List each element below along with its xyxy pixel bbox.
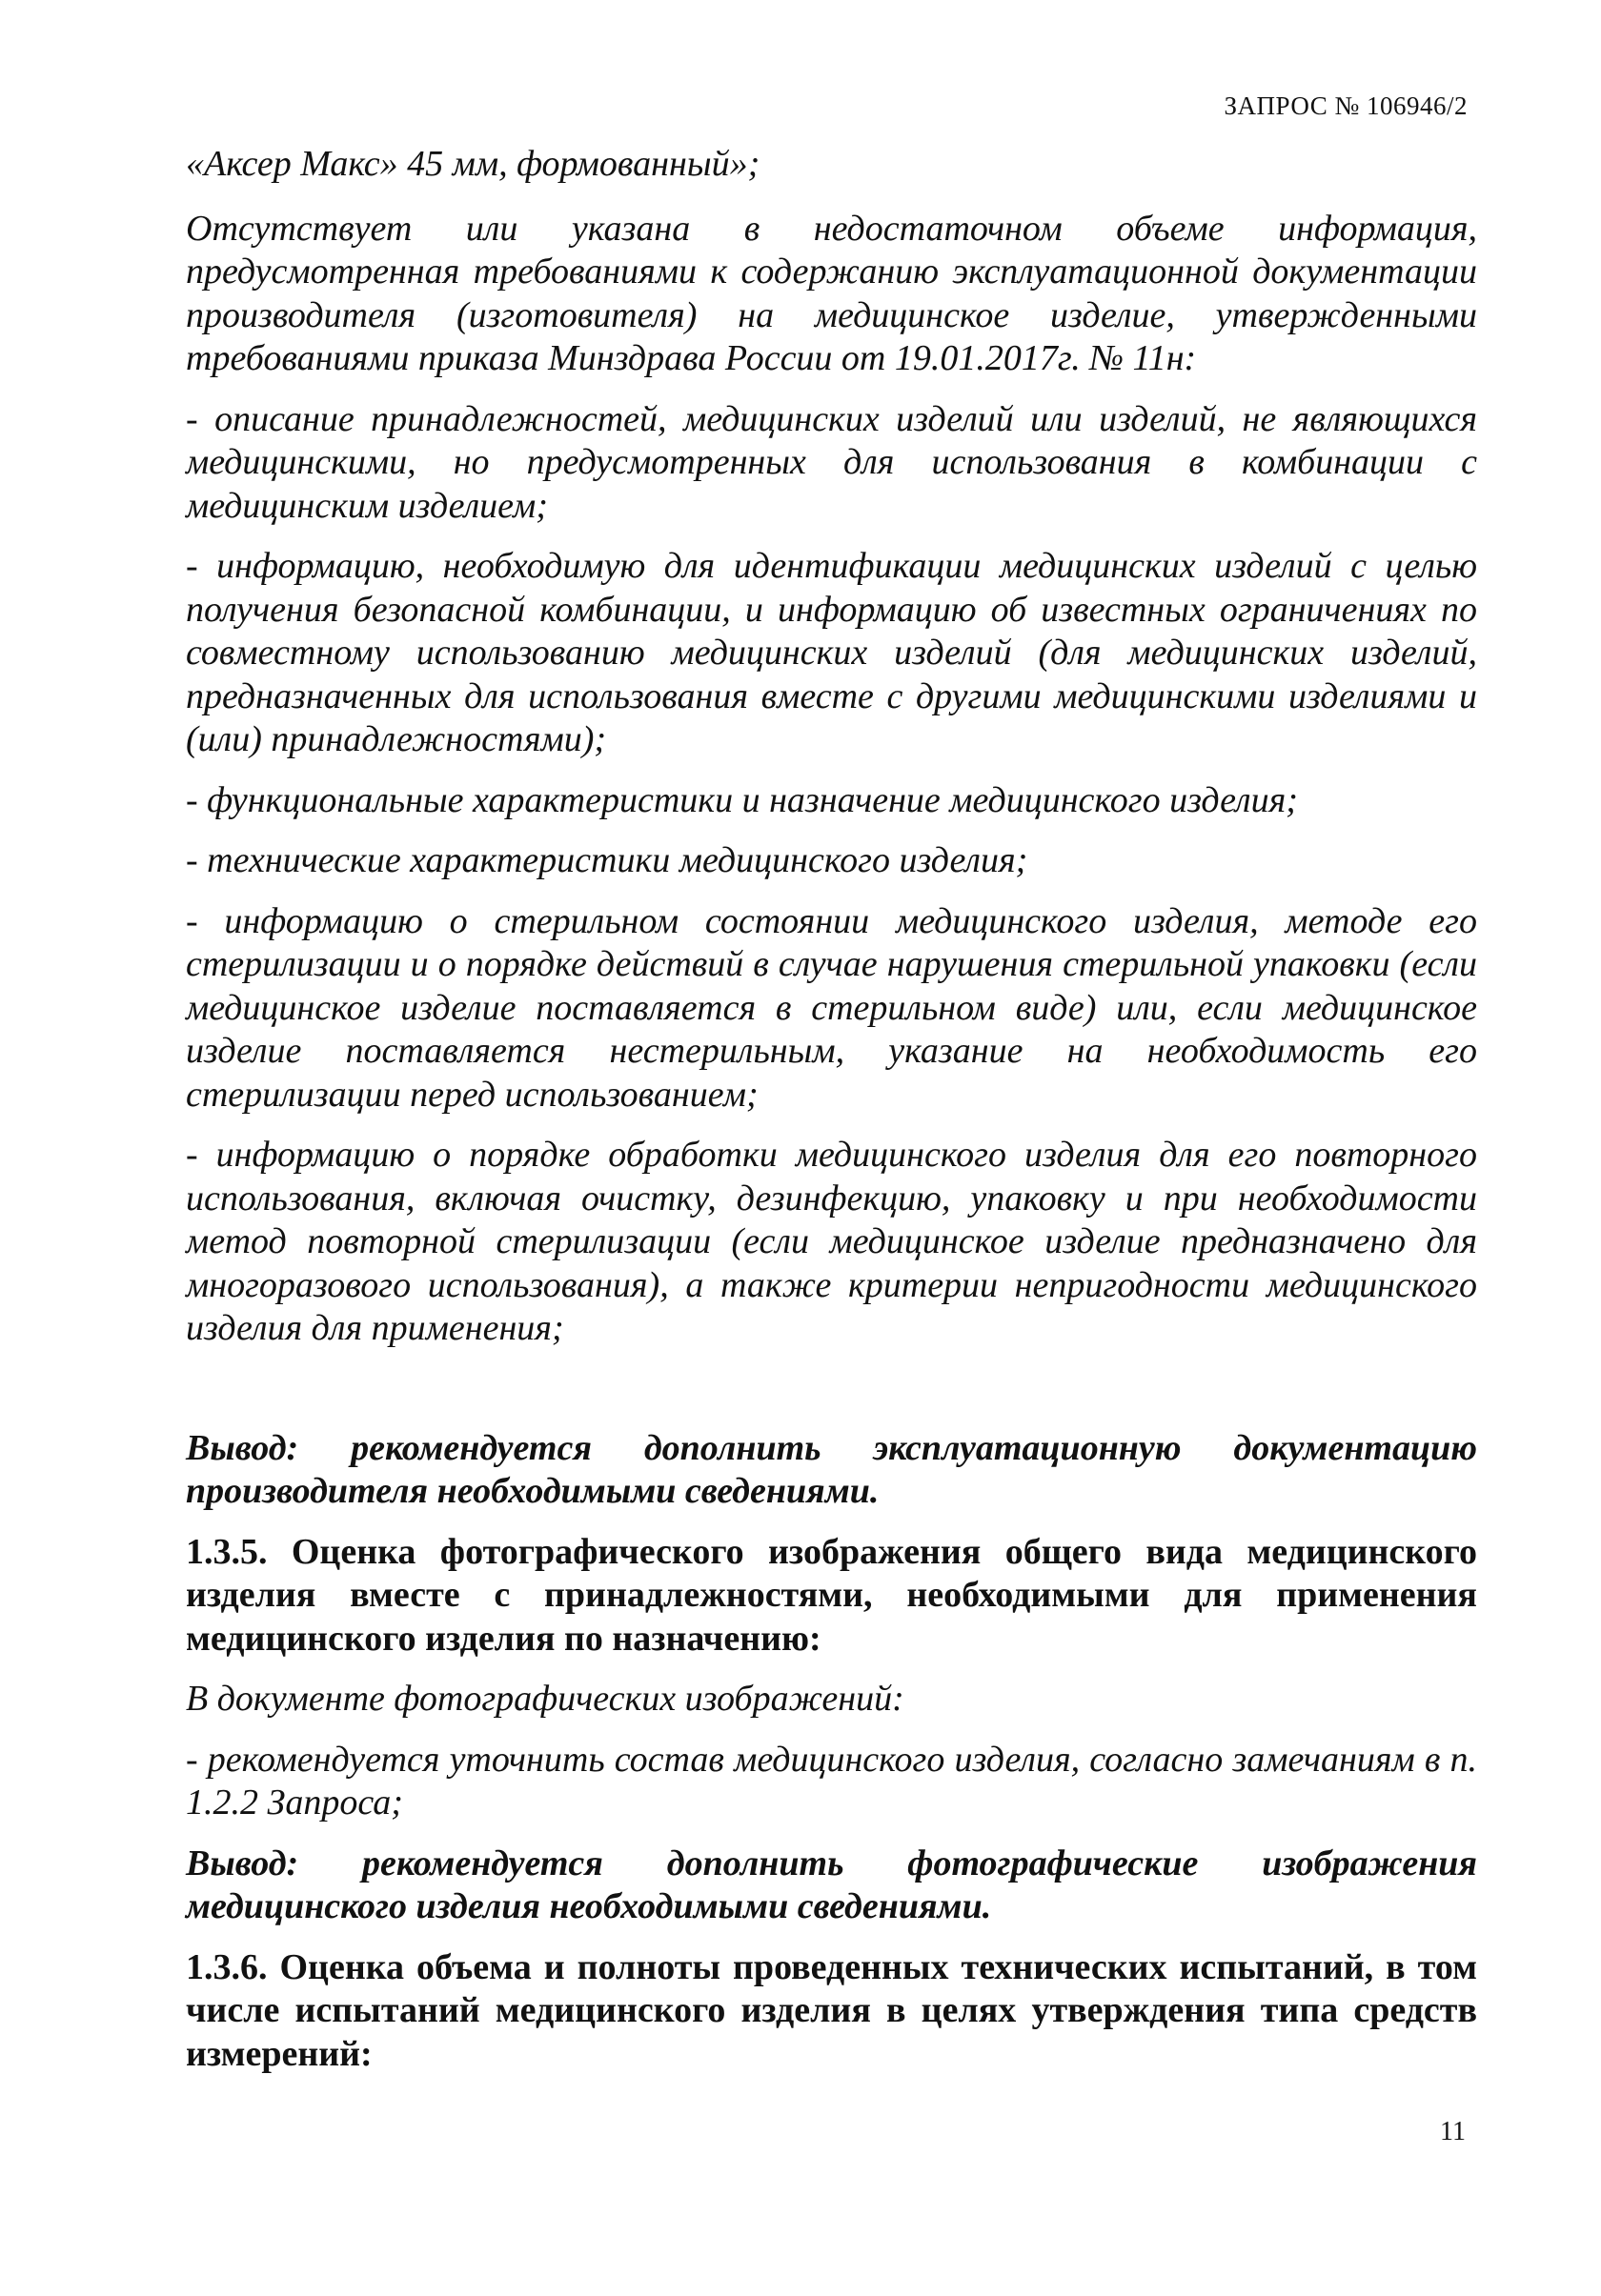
list-item: - информацию о стерильном состоянии медицинского изделия, методе его стерилизации и о порядке действий в случае нарушения стерильной упаковки (если медицинское изделие поставляется в стерильном виде) или, если медицинское изделие поставляется нестерильным, указание на необходимость его стерилизации перед использованием;: [186, 900, 1477, 1115]
section-spacer: [186, 1368, 1477, 1427]
section-1-3-5-heading: 1.3.5. Оценка фотографического изображения общего вида медицинского изделия вместе с принадлежностями, необходимыми для применения медицинского изделия по назначению:: [186, 1531, 1477, 1659]
list-item: - технические характеристики медицинского изделия;: [186, 840, 1028, 880]
section-1-3-5-lead: В документе фотографических изображений:: [186, 1679, 904, 1719]
list-item: - информацию, необходимую для идентификации медицинских изделий с целью получения безопасной комбинации, и информацию об известных ограничениях по совместному использованию медицинских изделий (для медицинских изделий, предназначенных для использования вместе с другими медицинскими изделиями и (или) принадлежностями);: [186, 546, 1477, 759]
section-1-3-5-item: - рекомендуется уточнить состав медицинского изделия, согласно замечаниям в п. 1.2.2 Запроса;: [186, 1739, 1477, 1823]
page-number: 11: [1440, 2117, 1466, 2146]
product-line: «Аксер Макс» 45 мм, формованный»;: [186, 144, 760, 184]
list-item: - информацию о порядке обработки медицинского изделия для его повторного использования, включая очистку, дезинфекцию, упаковку и при необходимости метод повторной стерилизации (если медицинское изделие предназначено для многоразового использования), а также критерии непригодности медицинского изделия для применения;: [186, 1135, 1477, 1348]
conclusion-documentation: Вывод: рекомендуется дополнить эксплуатационную документацию производителя необходимыми сведениями.: [186, 1427, 1477, 1511]
page-content: [186, 143, 1477, 2093]
list-item: - функциональные характеристики и назначение медицинского изделия;: [186, 779, 1298, 820]
list-item: - описание принадлежностей, медицинских изделий или изделий, не являющихся медицинскими, но предусмотренных для использования в комбинации с медицинским изделием;: [186, 398, 1477, 526]
conclusion-photographs: Вывод: рекомендуется дополнить фотографические изображения медицинского изделия необходимыми сведениями.: [186, 1843, 1477, 1926]
section-1-3-6-heading: 1.3.6. Оценка объема и полноты проведенных технических испытаний, в том числе испытаний медицинского изделия в целях утверждения типа средств измерений:: [186, 1946, 1477, 2074]
request-number: ЗАПРОС № 106946/2: [1224, 91, 1468, 120]
intro-paragraph: Отсутствует или указана в недостаточном объеме информация, предусмотренная требованиями к содержанию эксплуатационной документации производителя (изготовителя) на медицинское изделие, утвержденными требованиями приказа Минздрава России от 19.01.2017г. № 11н:: [186, 208, 1477, 378]
